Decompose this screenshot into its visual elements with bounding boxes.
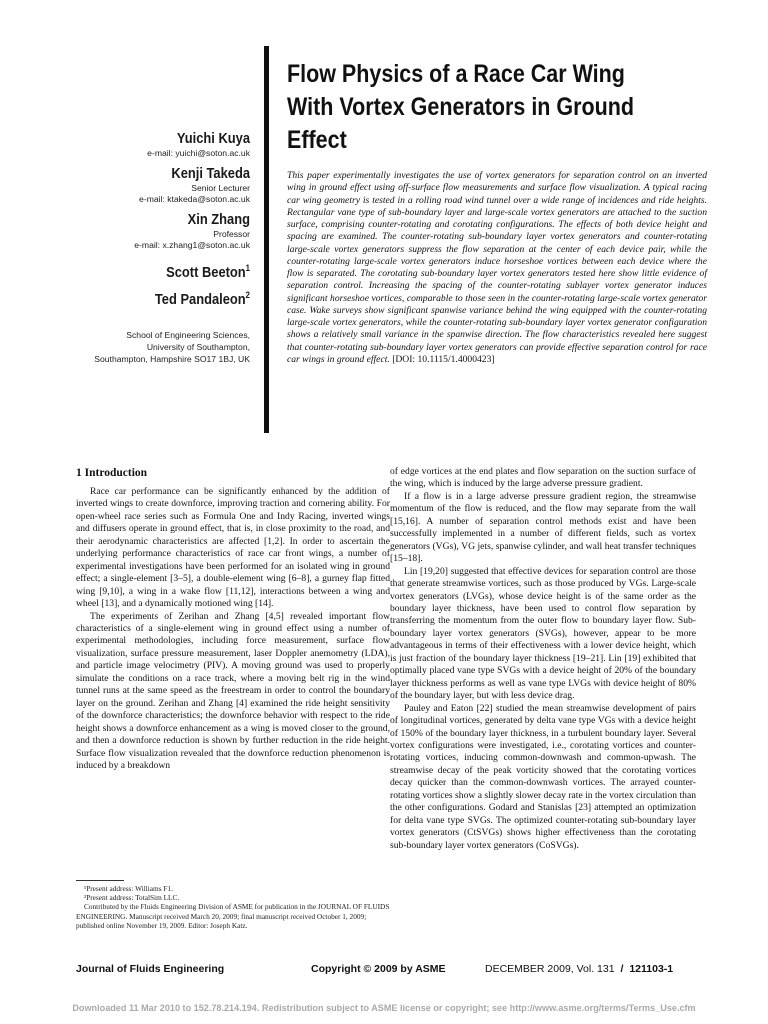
section-heading: 1 Introduction	[76, 467, 148, 479]
author-email: e-mail: yuichi@soton.ac.uk	[147, 148, 250, 158]
author-name: Scott Beeton$^1$	[166, 263, 250, 281]
author-name: Yuichi Kuya	[176, 130, 250, 147]
affiliation	[60, 329, 250, 365]
paragraph: Pauley and Eaton [22] studied the mean streamwise development of pairs of longitudinal vortices, generated by delta vane type VGs with a device height of 150% of the boundary layer thickness, in a turbulent boundary layer. Several vortex configurations were investigated, i.e., corotating vortices and counter-rotating vortices, inducing common-downwash and common-upwash. The streamwise decay of the peak vorticity showed that the corotating vortices decay quicker than the common-downwash vortices. The arrayed counter-rotating vortices show a slightly slower decay rate in the vortex circulation than the other configurations. Godard and Stanislas [23] attempted an optimization for delta vane type SVGs. The optimized counter-rotating sub-boundary layer vortex generators (CtSVGs) shows higher effectiveness than the corotating sub-boundary layer vortex generators (CoSVGs).	[390, 702, 696, 851]
author-4	[60, 259, 250, 282]
author-1	[60, 130, 250, 159]
footnote: ²Present address: TotalSim LLC.	[84, 893, 180, 903]
title-rule	[264, 46, 269, 433]
author-3	[60, 211, 250, 251]
page-number: 121103-1	[629, 963, 674, 975]
abstract	[287, 170, 707, 366]
footnote-mark: 2	[245, 290, 250, 300]
author-role: Senior Lecturer	[191, 183, 250, 193]
footnotes	[76, 884, 390, 930]
body-column-right	[390, 466, 696, 852]
body-column-left	[76, 466, 390, 772]
footer-copyright: Copyright © 2009 by ASME	[311, 963, 446, 975]
issue-date: DECEMBER 2009, Vol. 131	[485, 963, 615, 975]
author-name: Kenji Takeda	[171, 165, 250, 182]
author-role: Professor	[213, 229, 250, 239]
paragraph: The experiments of Zerihan and Zhang [4,5] revealed important flow characteristics of a single-element wing in ground effect using a number of experimental methodologies, including force measurement, surface flow visualization, surface pressure measurement, laser Doppler anemometry (LDA), and particle image velocimetry (PIV). A moving ground was used to properly simulate the conditions on a race track, where a moving belt rig in the wind tunnel runs at the same speed as the freestream in order to control the boundary layer on the ground. Zerihan and Zhang [4] examined the ride height sensitivity of the downforce characteristics; the downforce behavior with respect to the ride height shows a downforce enhancement as a wing is moved closer to the ground, and then a downforce reduction is shown by further reduction in the ride height. Surface flow visualization revealed that the downforce reduction phenomenon is induced by a breakdown	[76, 610, 390, 771]
paper-title: Flow Physics of a Race Car Wing With Vortex Generators in Ground Effect	[287, 60, 635, 154]
author-name: Ted Pandaleon$^2$	[154, 290, 250, 308]
affiliation-line: University of Southampton,	[146, 342, 250, 352]
footnote: Contributed by the Fluids Engineering Division of ASME for publication in the JOURNAL OF FLUIDS ENGINEERING. Manuscript received March 20, 2009; final manuscript received October 1, 2009; published online November 19, 2009. Editor: Joseph Katz.	[76, 902, 390, 930]
affiliation-line: School of Engineering Sciences,	[126, 330, 250, 340]
author-email: e-mail: ktakeda@soton.ac.uk	[139, 194, 250, 204]
paragraph: of edge vortices at the end plates and flow separation on the suction surface of the wing, which is induced by the large adverse pressure gradient.	[390, 466, 696, 490]
footnote-rule	[76, 880, 124, 881]
author-5	[60, 286, 250, 309]
separator: /	[620, 963, 624, 975]
abstract-text: This paper experimentally investigates the use of vortex generators for separation control on an inverted wing in ground effect using off-surface flow measurements and surface flow visualization. A typical racing car wing geometry is tested in a rolling road wind tunnel over a wide range of incidences and ride heights. Rectangular vane type of sub-boundary layer and large-scale vortex generators are attached to the suction surface, comprising counter-rotating and corotating configurations. The effects of both device height and spacing are examined. The counter-rotating sub-boundary layer vortex generators and counter-rotating large-scale vortex generators suppress the flow separation at the center of each device pair, while the counter-rotating large-scale vortex generators induce horseshoe vortices between each device where the flow is separated. The corotating sub-boundary layer vortex generators tested here show little evidence of separation control. Increasing the spacing of the counter-rotating sublayer vortex generator induces significant horseshoe vortices, comparable to those seen in the counter-rotating large-scale vortex generator case. Wake surveys show significant spanwise variance behind the wing equipped with the counter-rotating large-scale vortex generators, while the counter-rotating sub-boundary layer vortex generator configuration shows a relatively small variance in the spanwise direction. The flow characteristics revealed here suggest that counter-rotating sub-boundary layer vortex generators can provide effective separation control for race car wings in ground effect.	[287, 170, 707, 365]
paragraph: If a flow is in a large adverse pressure gradient region, the streamwise momentum of the flow is reduced, and the flow may separate from the wall [15,16]. A number of separation control methods exist and have been successfully implemented in a number of different fields, such as vortex generators (VGs), VG jets, spanwise cylinder, and wall heat transfer techniques [15–18].	[390, 490, 696, 565]
author-2	[60, 165, 250, 205]
paragraph: Race car performance can be significantly enhanced by the addition of inverted wings to create downforce, improving traction and cornering ability. For open-wheel race series such as Formula One and Indy Racing, inverted wings and diffusers operate in ground effect, that is, in close proximity to the road, and their aerodynamic characteristics are affected [1,2]. In order to ascertain the underlying performance characteristics of race car front wings, a number of experimental investigations have been performed for an isolated wing in ground effect; a single-element [3–5], a double-element wing [6–8], a gurney flap fitted wing [9,10], a wing in a wake flow [11,12], interactions between a wing and wheel [13], and a dynamically motioned wing [14].	[76, 486, 390, 610]
footer-issue	[485, 963, 673, 975]
doi: [DOI: 10.1115/1.4000423]	[392, 353, 495, 365]
footer-journal: Journal of Fluids Engineering	[76, 963, 225, 975]
author-block	[60, 128, 250, 365]
author-email: e-mail: x.zhang1@soton.ac.uk	[134, 240, 250, 250]
author-name: Xin Zhang	[187, 211, 250, 228]
affiliation-line: Southampton, Hampshire SO17 1BJ, UK	[94, 354, 250, 364]
download-notice: Downloaded 11 Mar 2010 to 152.78.214.194. Redistribution subject to ASME license or copyright; see http://www.asme.org/terms/Terms_Use.cfm	[72, 1003, 696, 1013]
paragraph: Lin [19,20] suggested that effective devices for separation control are those that generate streamwise vortices, such as those produced by VGs. Large-scale vortex generators (LVGs), whose device height is of the same order as the boundary layer thickness, have been used to control flow separation by transferring the momentum from the outer flow to boundary layer flow. Sub-boundary layer vortex generators (SVGs), however, appear to be more advantageous in terms of their effectiveness with a lower device height, which is just fraction of the boundary layer thickness [19–21]. Lin [19] exhibited that optimally placed vane type SVGs with a device height of 20% of the boundary layer thickness performs as well as vane type LVGs with device height of 80% of the boundary layer, but with less device drag.	[390, 565, 696, 702]
footnote-mark: 1	[245, 263, 250, 273]
footnote: ¹Present address: Williams F1.	[84, 884, 173, 893]
